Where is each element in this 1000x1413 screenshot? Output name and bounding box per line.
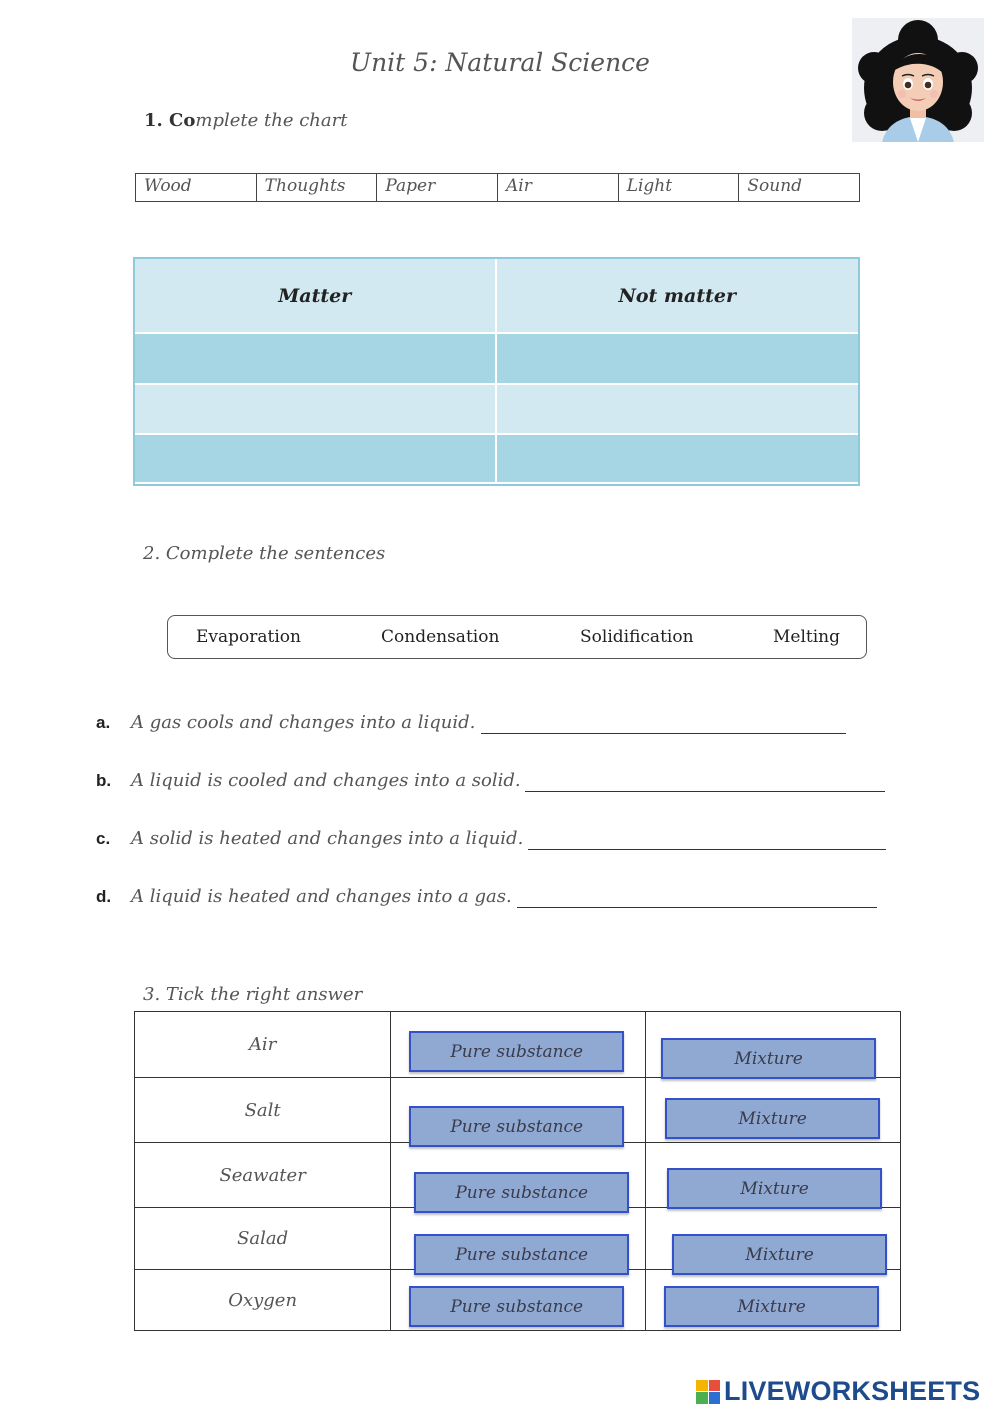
table-row xyxy=(135,1012,901,1078)
teacher-avatar-icon xyxy=(852,18,984,142)
word-chart-cell: Air xyxy=(498,174,619,201)
liveworksheets-brand[interactable] xyxy=(696,1376,980,1407)
word-chart-cell: Thoughts xyxy=(257,174,378,201)
not-matter-answer-cell[interactable] xyxy=(497,435,859,484)
word-bank xyxy=(167,615,867,659)
sentence-b xyxy=(96,770,521,800)
word-bank-item: Melting xyxy=(773,627,841,647)
matter-answer-cell[interactable] xyxy=(135,385,497,435)
sentence-text: A gas cools and changes into a liquid. xyxy=(131,712,476,733)
word-chart-cell: Paper xyxy=(377,174,498,201)
word-chart-cell: Wood xyxy=(136,174,257,201)
word-chart-cell: Light xyxy=(619,174,740,201)
sentence-text: A liquid is cooled and changes into a solid. xyxy=(131,770,521,791)
option-cell xyxy=(646,1143,901,1208)
mixture-button[interactable]: Mixture xyxy=(672,1234,887,1275)
matter-table xyxy=(133,257,860,486)
mixture-button[interactable]: Mixture xyxy=(661,1038,876,1079)
pure-substance-button[interactable]: Pure substance xyxy=(414,1172,629,1213)
pure-substance-button[interactable]: Pure substance xyxy=(409,1106,624,1147)
sentence-a xyxy=(96,712,475,742)
section-2-heading: 2. Complete the sentences xyxy=(143,543,386,564)
word-bank-item: Solidification xyxy=(580,627,694,647)
sentence-letter: d. xyxy=(96,887,112,906)
answer-blank-b[interactable] xyxy=(525,791,885,792)
table-row xyxy=(135,1078,901,1143)
sentence-d xyxy=(96,886,512,916)
word-chart-cell: Sound xyxy=(747,176,803,196)
mixture-button[interactable]: Mixture xyxy=(664,1286,879,1327)
option-cell xyxy=(646,1078,901,1143)
substance-cell: Salad xyxy=(135,1208,391,1270)
option-cell xyxy=(391,1270,646,1331)
matter-header: Matter xyxy=(135,259,497,334)
sentence-text: A solid is heated and changes into a liquid. xyxy=(131,828,524,849)
sentence-c xyxy=(96,828,523,858)
section-1-heading-text: mplete the chart xyxy=(195,110,348,131)
mixture-button[interactable]: Mixture xyxy=(667,1168,882,1209)
not-matter-header: Not matter xyxy=(497,259,859,334)
answer-blank-d[interactable] xyxy=(517,907,877,908)
not-matter-answer-cell[interactable] xyxy=(497,334,859,385)
word-bank-item: Evaporation xyxy=(196,627,301,647)
not-matter-answer-cell[interactable] xyxy=(497,385,859,435)
liveworksheets-logo-icon xyxy=(696,1380,720,1404)
substance-cell: Air xyxy=(135,1012,391,1078)
word-bank-item: Condensation xyxy=(381,627,500,647)
page-title: Unit 5: Natural Science xyxy=(350,48,650,77)
option-cell xyxy=(391,1208,646,1270)
option-cell xyxy=(646,1208,901,1270)
pure-substance-button[interactable]: Pure substance xyxy=(414,1234,629,1275)
option-cell xyxy=(391,1012,646,1078)
option-cell xyxy=(646,1270,901,1331)
sentence-letter: c. xyxy=(96,829,111,848)
tick-table xyxy=(134,1011,901,1331)
pure-substance-button[interactable]: Pure substance xyxy=(409,1031,624,1072)
answer-blank-a[interactable] xyxy=(481,733,846,734)
substance-cell: Salt xyxy=(135,1078,391,1143)
table-row xyxy=(135,1208,901,1270)
answer-blank-c[interactable] xyxy=(528,849,886,850)
section-3-heading: 3. Tick the right answer xyxy=(143,984,363,1005)
option-cell xyxy=(646,1012,901,1078)
matter-answer-cell[interactable] xyxy=(135,435,497,484)
word-chart xyxy=(135,173,860,202)
option-cell xyxy=(391,1143,646,1208)
section-1-heading xyxy=(144,110,347,131)
pure-substance-button[interactable]: Pure substance xyxy=(409,1286,624,1327)
option-cell xyxy=(391,1078,646,1143)
matter-answer-cell[interactable] xyxy=(135,334,497,385)
brand-name: LIVEWORKSHEETS xyxy=(724,1376,981,1406)
sentence-letter: a. xyxy=(96,713,111,732)
sentence-letter: b. xyxy=(96,771,112,790)
substance-cell: Oxygen xyxy=(135,1270,391,1331)
table-row xyxy=(135,1143,901,1208)
section-1-number: 1. Co xyxy=(144,110,196,131)
substance-cell: Seawater xyxy=(135,1143,391,1208)
mixture-button[interactable]: Mixture xyxy=(665,1098,880,1139)
sentence-text: A liquid is heated and changes into a gas. xyxy=(131,886,512,907)
table-row xyxy=(135,1270,901,1331)
